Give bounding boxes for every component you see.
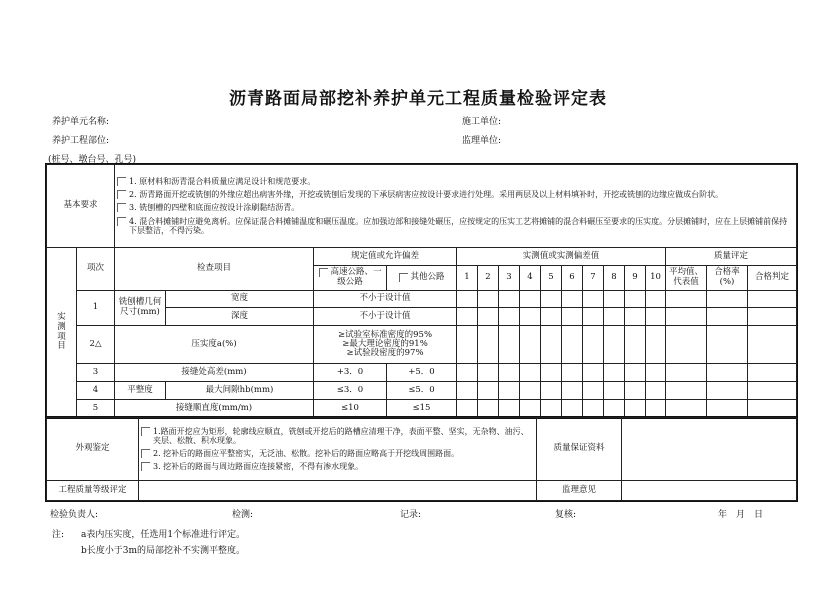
row-hw: ≤10 [314,400,387,418]
num-4: 4 [520,266,541,291]
col-highway: 高速公路、一级公路 [330,267,382,287]
table-row [47,291,797,308]
appearance-2: 2. 挖补后的路面应平整密实，无泛油、松散。挖补后的路面应略高于开挖线周围路面。 [153,449,460,458]
supervision-label: 监理意见 [537,481,622,501]
row-other: ≤5．0 [387,382,457,400]
checkbox[interactable] [117,190,126,199]
row-item: 接缝处高差(mm) [115,364,314,382]
appearance-3: 3. 挖补后的路面与周边路面应连接紧密，不得有渗水现象。 [153,462,364,472]
page-title: 沥青路面局部挖补养护单元工程质量检验评定表 [229,89,607,109]
measured-label: 实测项目 [47,248,77,418]
col-other: 其他公路 [410,272,445,283]
row-item: 最大间隙hb(mm) [166,382,314,400]
review-label: 复核: [555,510,577,520]
col-item: 检查项目 [115,248,314,291]
qa-label: 质量保证资料 [537,418,622,481]
col-judge: 合格判定 [748,266,797,291]
num-3: 3 [499,266,520,291]
basic-requirements-list [115,165,797,248]
row-spec: ≥试验室标准密度的95% ≥最大理论密度的91% ≥试验段密度的97% [314,326,457,364]
construction-unit-label: 施工单位: [462,117,502,127]
row-group: 铣刨槽几何尺寸(mm) [115,291,166,326]
checkbox[interactable] [141,462,150,471]
appearance-table [46,417,797,501]
project-part-label: 养护工程部位: [52,136,110,146]
note-a: a表内压实度，任选用1个标准进行评定。 [81,530,246,540]
num-6: 6 [562,266,583,291]
requirement-2: 2. 沥青路面开挖或铣刨的外缘应超出病害外缘，开挖或铣刨后发现的下承层病害应按设计要求进行处理。采用两层及以上材料填补时，开挖或铣刨的边缘应做成台阶状。 [129,190,724,200]
row-no: 5 [77,400,115,418]
checkbox[interactable] [117,203,126,212]
row-hw: +3．0 [314,364,387,382]
row-group: 平整度 [115,382,166,400]
row-no: 2△ [77,326,115,364]
num-8: 8 [604,266,625,291]
row-item: 接缝顺直度(mm/m) [115,400,314,418]
table-row [47,364,797,382]
num-2: 2 [478,266,499,291]
col-avg: 平均值、代表值 [666,266,707,291]
basic-requirements-label: 基本要求 [47,165,115,248]
requirement-1: 1. 原材料和沥青混合料质量应满足设计和规范要求。 [129,177,316,187]
col-quality: 质量评定 [666,248,797,266]
inspector-label: 检验负责人: [50,510,99,520]
test-label: 检测: [232,510,254,520]
table-row [47,400,797,418]
pile-label: (桩号、墩台号、孔号) [48,155,137,165]
record-label: 记录: [400,510,422,520]
row-spec: 不小于设计值 [314,308,457,326]
col-rate: 合格率(%) [707,266,748,291]
checkbox[interactable] [117,177,126,186]
num-10: 10 [646,266,666,291]
col-spec: 规定值或允许偏差 [314,248,457,266]
num-1: 1 [457,266,478,291]
row-no: 1 [77,291,115,326]
row-item: 压实度a(%) [115,326,314,364]
unit-name-label: 养护单元名称: [52,117,110,127]
row-other: ≤15 [387,400,457,418]
requirement-3: 3. 铣刨槽的四壁和底面应按设计涂刷黏结沥青。 [129,203,300,213]
grade-field[interactable] [139,481,537,501]
col-values: 实测值或实测偏差值 [457,248,666,266]
other-road-checkbox[interactable] [399,273,408,282]
appearance-label: 外观鉴定 [47,418,139,481]
grade-label: 工程质量等级评定 [47,481,139,501]
num-5: 5 [541,266,562,291]
checkbox[interactable] [117,217,126,226]
row-hw: ≤3．0 [314,382,387,400]
table-row [47,382,797,400]
notes-prefix: 注: [52,530,65,540]
requirement-4: 4. 混合料摊铺时应避免离析。应保证混合料摊铺温度和碾压温度。应加强边部和接缝处碾压，应按规定的压实工艺将摊铺的混合料碾压至要求的压实度。分层摊铺时，应在上层摊铺前保持下层整洁，不得污染。 [129,216,788,235]
row-item: 宽度 [166,291,314,308]
num-7: 7 [583,266,604,291]
table-row [47,326,797,364]
qa-field[interactable] [622,418,797,481]
row-no: 4 [77,382,115,400]
checkbox[interactable] [141,427,150,436]
highway-checkbox[interactable] [319,268,328,277]
row-no: 3 [77,364,115,382]
supervision-field[interactable] [622,481,797,501]
row-item: 深度 [166,308,314,326]
date-label: 年 月 日 [718,510,764,520]
row-other: +5．0 [387,364,457,382]
appearance-1: 1.路面开挖应为矩形，轮廓线应顺直，铣刨或开挖后的路槽应清理干净，表面平整、坚实，无杂物、油污、夹层、松散、积水现象。 [153,426,529,445]
measured-table [46,164,797,418]
supervision-unit-label: 监理单位: [462,136,502,146]
checkbox[interactable] [141,449,150,458]
num-9: 9 [625,266,646,291]
col-no: 项次 [77,248,115,291]
note-b: b长度小于3m的局部挖补不实测平整度。 [81,546,246,556]
row-spec: 不小于设计值 [314,291,457,308]
